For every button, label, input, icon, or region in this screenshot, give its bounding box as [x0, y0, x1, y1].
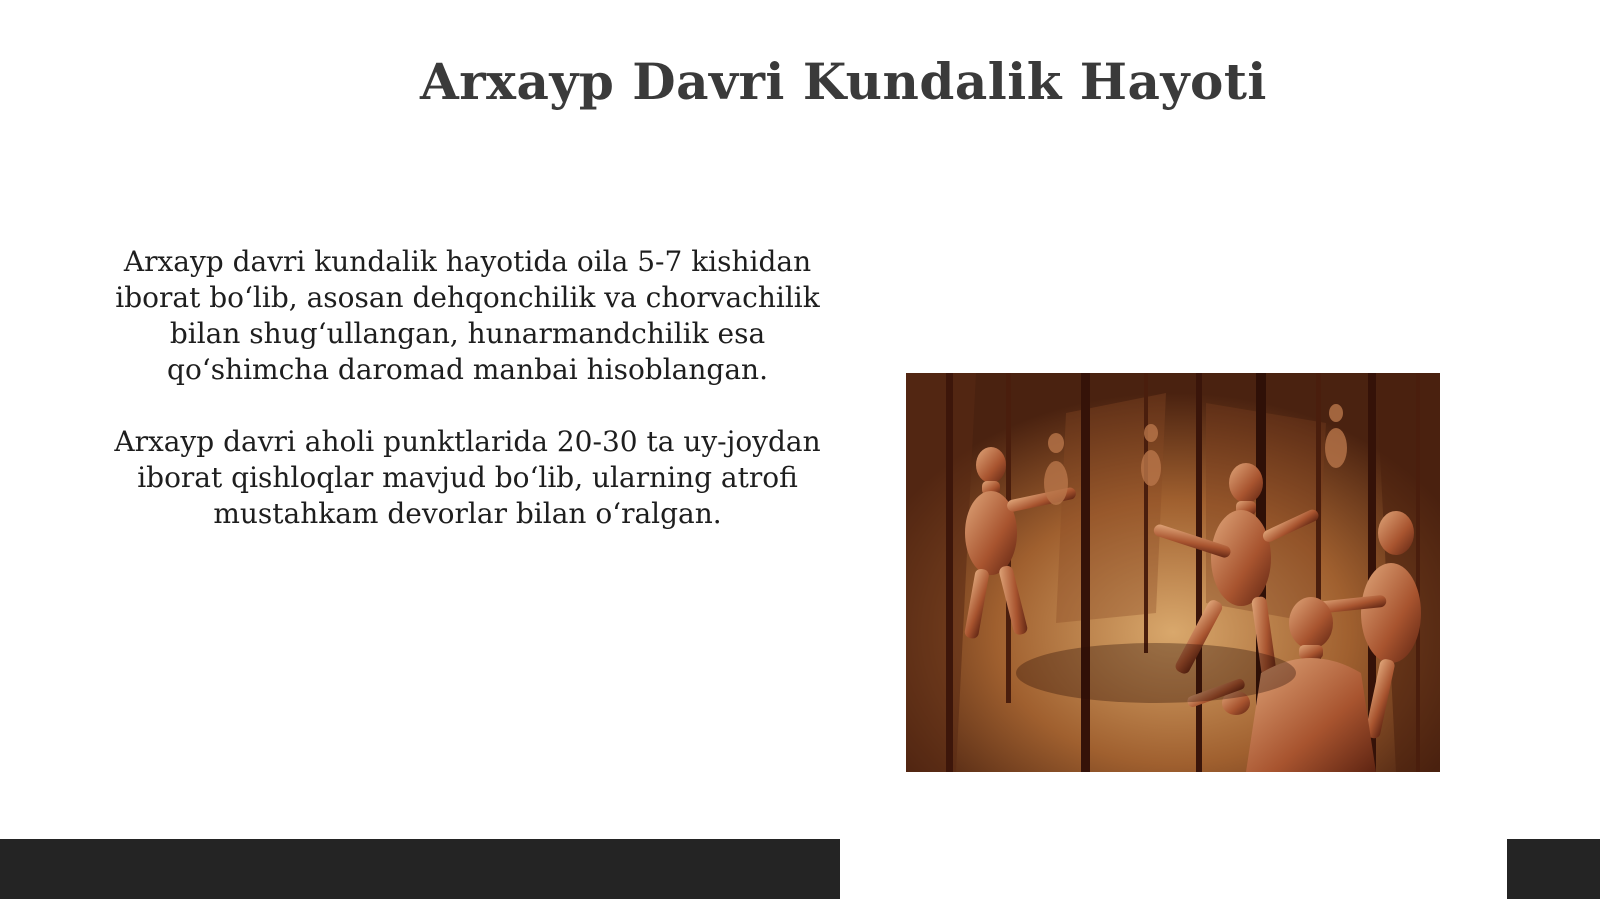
slide-title: Arxayp Davri Kundalik Hayoti: [420, 52, 1267, 111]
paragraph-settlements: Arxayp davri aholi punktlarida 20-30 ta uy-joydan iborat qishloqlar mavjud bo‘lib, ularning atrofi mustahkam devorlar bilan o‘ralgan.: [114, 425, 821, 530]
mannequins-photo: [906, 373, 1440, 772]
paragraph-family-life: Arxayp davri kundalik hayotida oila 5-7 kishidan iborat bo‘lib, asosan dehqonchilik va chorvachilik bilan shug‘ullangan, hunarmandchilik esa qo‘shimcha daromad manbai hisoblangan.: [115, 245, 820, 386]
footer-bar-left: [0, 839, 840, 899]
mannequins-illustration: [906, 373, 1440, 772]
slide-body: [100, 244, 835, 532]
footer-bar-right: [1507, 839, 1600, 899]
